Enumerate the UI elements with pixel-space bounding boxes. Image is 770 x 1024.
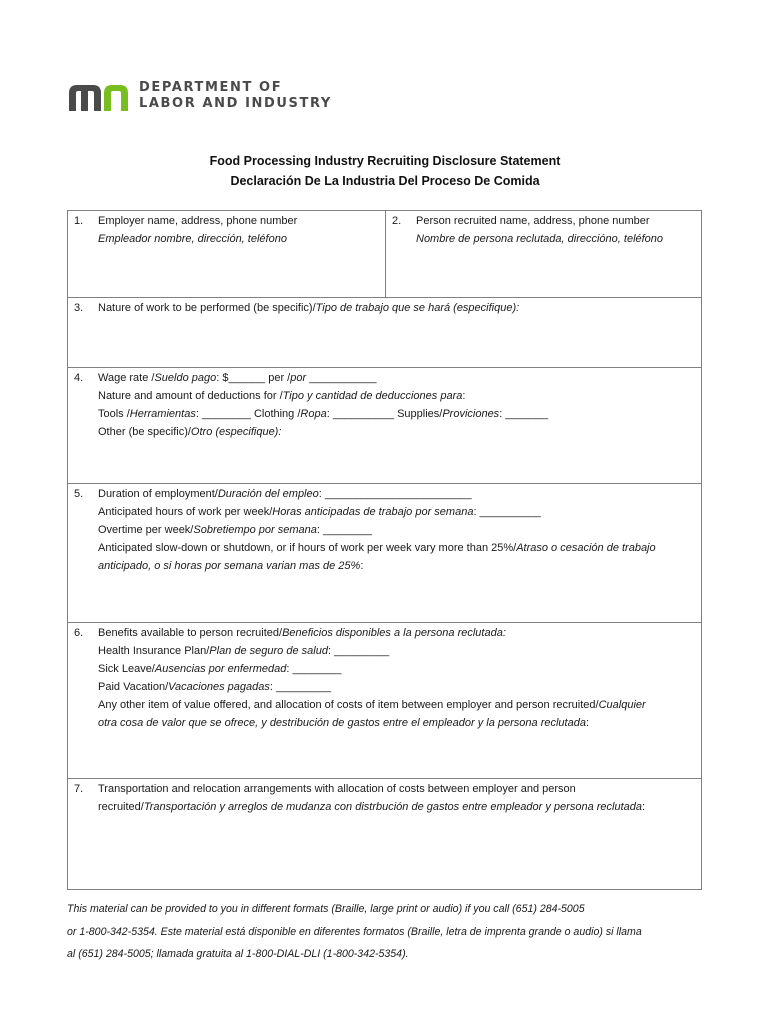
other-value-label: Any other item of value offered, and allocation of costs of item between employer and person recruited/Cualquier bbox=[98, 699, 646, 711]
notice-line-2: or 1-800-342-5354. Este material está disponible en diferentes formatos (Braille, letra de imprenta grande o audio) si llama bbox=[67, 925, 642, 938]
transportation-label-cont: recruited/Transportación y arreglos de mudanza con distrbución de gastos entre empleador y persona reclutada: bbox=[98, 801, 646, 813]
employer-label-es: Empleador nombre, dirección, teléfono bbox=[98, 233, 287, 245]
notice-line-1: This material can be provided to you in different formats (Braille, large print or audio) if you call (651) 284-5005 bbox=[67, 903, 585, 915]
health-insurance-label: Health Insurance Plan/Plan de seguro de salud: _________ bbox=[98, 645, 390, 657]
recruited-label-es: Nombre de persona reclutada, direccióno, teléfono bbox=[416, 233, 664, 245]
wage-rate-label: Wage rate /Sueldo pago: $______ per /por ___________ bbox=[98, 372, 377, 384]
section-number: 3. bbox=[74, 302, 84, 314]
mn-logo-icon bbox=[67, 81, 131, 111]
nature-of-work-field[interactable] bbox=[68, 298, 701, 368]
sick-leave-label: Sick Leave/Ausencias por enfermedad: ________ bbox=[98, 663, 342, 675]
form-title-es: Declaración De La Industria Del Proceso De Comida bbox=[230, 174, 540, 188]
form-title-en: Food Processing Industry Recruiting Disclosure Statement bbox=[209, 154, 561, 168]
wage-deductions-field[interactable] bbox=[68, 368, 701, 484]
transportation-field[interactable] bbox=[68, 779, 701, 889]
notice-line-3: al (651) 284-5005; llamada gratuita al 1-800-DIAL-DLI (1-800-342-5354). bbox=[67, 948, 409, 960]
section-number: 6. bbox=[74, 627, 84, 639]
slowdown-label-cont: anticipado, o si horas por semana varian mas de 25%: bbox=[98, 560, 364, 572]
other-value-label-cont: otra cosa de valor que se ofrece, y destribución de gastos entre el empleador y la persona reclutada: bbox=[98, 717, 590, 729]
employer-info-field[interactable] bbox=[68, 211, 386, 297]
accessibility-notice bbox=[67, 898, 707, 966]
org-name-line1: DEPARTMENT OF bbox=[139, 80, 283, 95]
section-number: 7. bbox=[74, 783, 84, 795]
hours-label: Anticipated hours of work per week/Horas anticipadas de trabajo por semana: __________ bbox=[98, 506, 541, 518]
duration-label: Duration of employment/Duración del empleo: ________________________ bbox=[98, 488, 472, 500]
transportation-label: Transportation and relocation arrangements with allocation of costs between employer and person bbox=[98, 783, 576, 795]
employment-duration-field[interactable] bbox=[68, 484, 701, 623]
employer-label-en: Employer name, address, phone number bbox=[98, 215, 298, 227]
tools-clothing-supplies-label: Tools /Herramientas: ________ Clothing /Ropa: __________ Supplies/Proviciones: _______ bbox=[98, 408, 549, 420]
section-number: 1. bbox=[74, 215, 84, 227]
section-number: 4. bbox=[74, 372, 84, 384]
benefits-field[interactable] bbox=[68, 623, 701, 779]
org-name bbox=[139, 80, 332, 112]
section-1-2-row bbox=[68, 211, 701, 298]
section-number: 2. bbox=[392, 215, 402, 227]
other-deductions-label: Other (be specific)/Otro (especifique): bbox=[98, 426, 282, 438]
slowdown-label: Anticipated slow-down or shutdown, or if hours of work per week vary more than 25%/Atraso o cesación de trabajo bbox=[98, 542, 656, 554]
disclosure-form bbox=[67, 210, 702, 890]
benefits-label: Benefits available to person recruited/Beneficios disponibles a la persona reclutada: bbox=[98, 627, 506, 639]
recruited-person-info-field[interactable] bbox=[386, 211, 701, 297]
overtime-label: Overtime per week/Sobretiempo por semana: ________ bbox=[98, 524, 372, 536]
org-name-line2: LABOR AND INDUSTRY bbox=[139, 96, 332, 111]
paid-vacation-label: Paid Vacation/Vacaciones pagadas: _________ bbox=[98, 681, 332, 693]
nature-of-work-label: Nature of work to be performed (be specific)/Tipo de trabajo que se hará (especifique): bbox=[98, 302, 520, 314]
recruited-label-en: Person recruited name, address, phone number bbox=[416, 215, 650, 227]
section-number: 5. bbox=[74, 488, 84, 500]
deductions-label: Nature and amount of deductions for /Tipo y cantidad de deducciones para: bbox=[98, 390, 466, 402]
mn-logo bbox=[67, 80, 332, 112]
